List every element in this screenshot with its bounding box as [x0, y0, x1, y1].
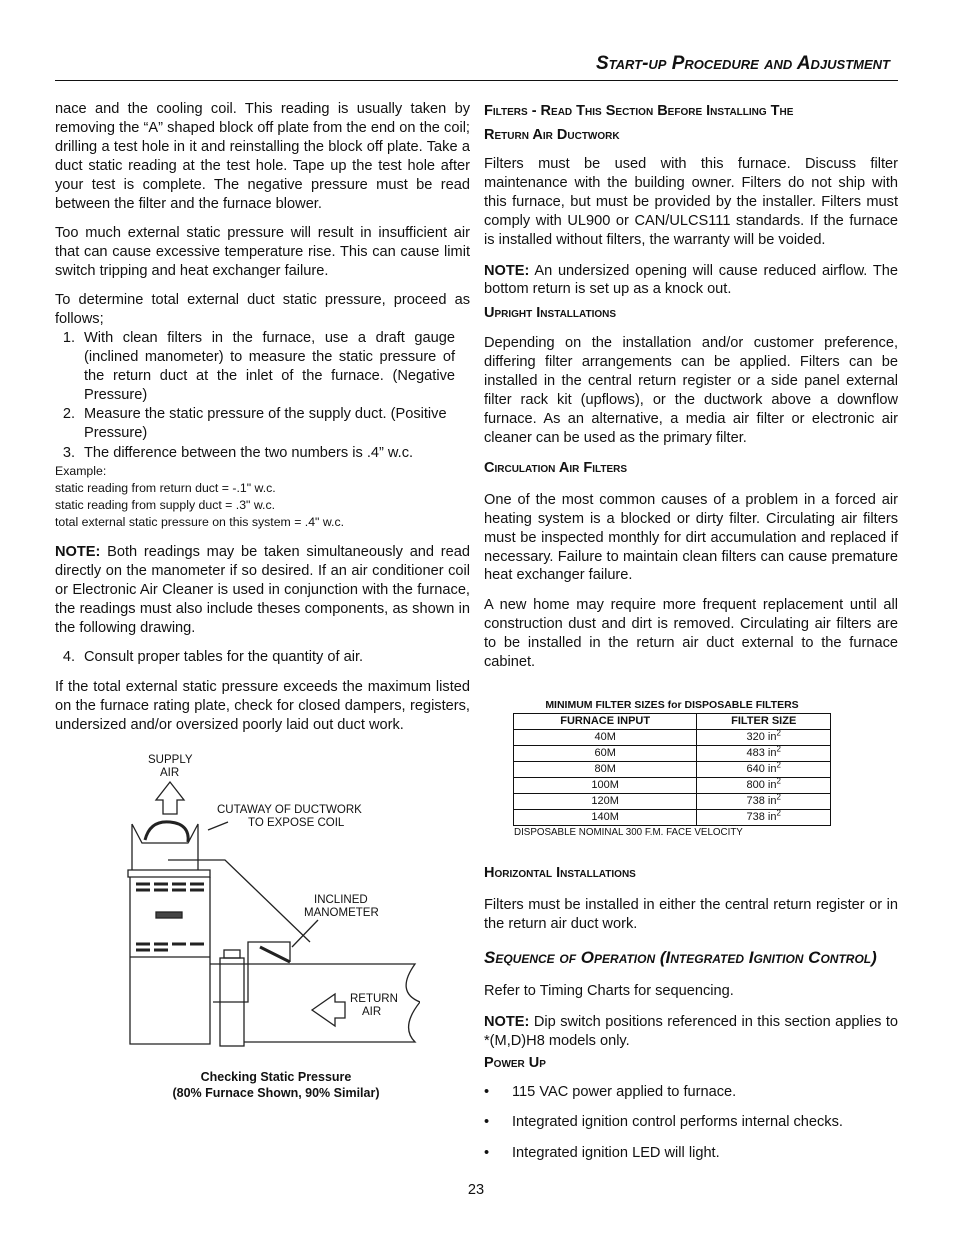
filter-size-cell: 800 $in^2$ — [697, 777, 831, 793]
column-header: FURNACE INPUT — [514, 713, 697, 729]
filter-size-table — [513, 713, 831, 826]
supply-arrow-icon — [156, 782, 184, 814]
table-row — [514, 793, 831, 809]
table-row — [514, 729, 831, 745]
furnace-input-cell: 60M — [514, 745, 697, 761]
section-heading: Circulation Air Filters — [484, 459, 628, 476]
filter-size-cell: 738 $in^2$ — [697, 809, 831, 825]
table-footnote: DISPOSABLE NOMINAL 300 F.M. FACE VELOCITY — [514, 826, 743, 838]
note-paragraph: NOTE: Both readings may be taken simultaneously and read directly on the manometer if so desired. If an air conditioner coil or Electronic Air Cleaner is used in conjunction with the furnace, the readings must also include theses components, as shown in the following drawing. — [55, 544, 470, 636]
bullet-item: • 115 VAC power applied to furnace. — [484, 1084, 737, 1101]
furnace-input-cell: 40M — [514, 729, 697, 745]
paragraph: Filters must be installed in either the central return register or in the return air duct work. — [484, 896, 898, 932]
furnace-input-cell: 80M — [514, 761, 697, 777]
svg-text:AIR: AIR — [362, 1006, 382, 1019]
filter-size-cell: 640 $in^2$ — [697, 761, 831, 777]
list-item: 3. The difference between the two numbers is .4” w.c. — [62, 445, 414, 462]
svg-text:SUPPLY: SUPPLY — [148, 754, 193, 767]
note-paragraph: NOTE: Dip switch positions referenced in this section applies to *(M,D)H8 models only. — [484, 1013, 898, 1049]
table-row — [514, 809, 831, 825]
furnace-input-cell: 140M — [514, 809, 697, 825]
list-item: 4. Consult proper tables for the quantity of air. — [62, 648, 364, 665]
svg-text:CUTAWAY OF DUCTWORK: CUTAWAY OF DUCTWORK — [217, 804, 362, 817]
table-title: MINIMUM FILTER SIZES for DISPOSABLE FILTERS — [545, 698, 799, 711]
section-heading: Horizontal Installations — [484, 864, 636, 881]
paragraph: Filters must be used with this furnace. Discuss filter maintenance with the building owner. Filters do not ship with this furnace, but must be provided by the installer. Filters must comply with UL900 or CAN/ULCS111 standards. If the furnace is installed without filters, the warranty will be voided. — [484, 156, 898, 248]
furnace-input-cell: 120M — [514, 793, 697, 809]
left-column — [55, 100, 470, 1101]
page-header-title: Start-up Procedure and Adjustment — [595, 53, 890, 74]
header-rule — [55, 80, 898, 81]
svg-text:AIR: AIR — [160, 767, 180, 780]
list-item: 1. With clean filters in the furnace, use a draft gauge (inclined manometer) to measure the static pressure of the return duct at the inlet of the furnace. (Negative Pressure) — [62, 329, 455, 403]
static-pressure-diagram — [120, 742, 420, 1052]
note-paragraph: NOTE: An undersized opening will cause reduced airflow. The bottom return is set up as a knock out. — [484, 262, 898, 298]
figure-caption: Checking Static Pressure (80% Furnace Shown, 90% Similar) — [172, 1070, 380, 1101]
svg-text:MANOMETER: MANOMETER — [304, 907, 379, 920]
right-column — [484, 99, 898, 1163]
section-heading: Upright Installations — [484, 305, 617, 322]
section-heading: Filters - Read This Section Before Installing The Return Air Ductwork — [484, 103, 794, 143]
column-header: FILTER SIZE — [697, 713, 831, 729]
filter-size-cell: 320 $in^2$ — [697, 729, 831, 745]
filter-size-cell: 483 $in^2$ — [697, 745, 831, 761]
page-number: 23 — [467, 1182, 485, 1198]
paragraph: Too much external static pressure will result in insufficient air that can cause excessive temperature rise. This can cause limit switch tripping and heat exchanger failure. — [55, 225, 470, 280]
paragraph: If the total external static pressure exceeds the maximum listed on the furnace rating plate, check for closed dampers, registers, undersized and/or oversized poorly laid out duct work. — [55, 678, 470, 733]
filter-size-cell: 738 $in^2$ — [697, 793, 831, 809]
return-arrow-icon — [312, 994, 345, 1026]
paragraph: Refer to Timing Charts for sequencing. — [484, 982, 734, 999]
table-row — [514, 745, 831, 761]
svg-text:TO EXPOSE COIL: TO EXPOSE COIL — [248, 817, 345, 830]
paragraph: Depending on the installation and/or customer preference, differing filter arrangements can be applied. Filters can be installed in the central return register or a side panel external filter rack kit (upflows), or the ductwork above a downflow furnace. As an alternative, a media air filter or electronic air cleaner can be used as the primary filter. — [484, 335, 898, 446]
table-row — [514, 777, 831, 793]
bullet-item: • Integrated ignition control performs internal checks. — [484, 1114, 843, 1131]
svg-text:RETURN: RETURN — [350, 993, 398, 1006]
furnace-input-cell: 100M — [514, 777, 697, 793]
paragraph: A new home may require more frequent replacement until all construction dust and dirt is removed. Circulating air filters are to be installed in the return air duct external to the furnace cabinet. — [484, 597, 898, 671]
svg-text:INCLINED: INCLINED — [314, 894, 368, 907]
paragraph: One of the most common causes of a problem in a forced air heating system is a blocked or dirty filter. Circulating air filters must be inspected monthly for dirt accumulation and replaced if necessary. Failure to maintain clean filters can cause premature heat exchanger failure. — [484, 491, 898, 584]
paragraph: nace and the cooling coil. This reading is usually taken by removing the “A” shaped block off plate from the end on the coil; drilling a test hole in it and reinstalling the block off plate. Take a duct static reading at the test hole. Tape up the test hole after your test is complete. The negative pressure must be read between the filter and the furnace blower. — [55, 101, 470, 212]
bullet-item: • Integrated ignition LED will light. — [484, 1145, 720, 1162]
list-item: 2. Measure the static pressure of the supply duct. (Positive Pressure) — [62, 405, 447, 441]
paragraph: To determine total external duct static pressure, proceed as follows; — [55, 292, 470, 328]
table-row — [514, 761, 831, 777]
example-block: Example: static reading from return duct = -.1" w.c. static reading from supply duct = .3" w.c. total external static pressure on this system = .4" w.c. — [55, 464, 345, 530]
section-heading: Power Up — [484, 1055, 546, 1072]
section-heading: Sequence of Operation (Integrated Ignition Control) — [484, 947, 877, 967]
